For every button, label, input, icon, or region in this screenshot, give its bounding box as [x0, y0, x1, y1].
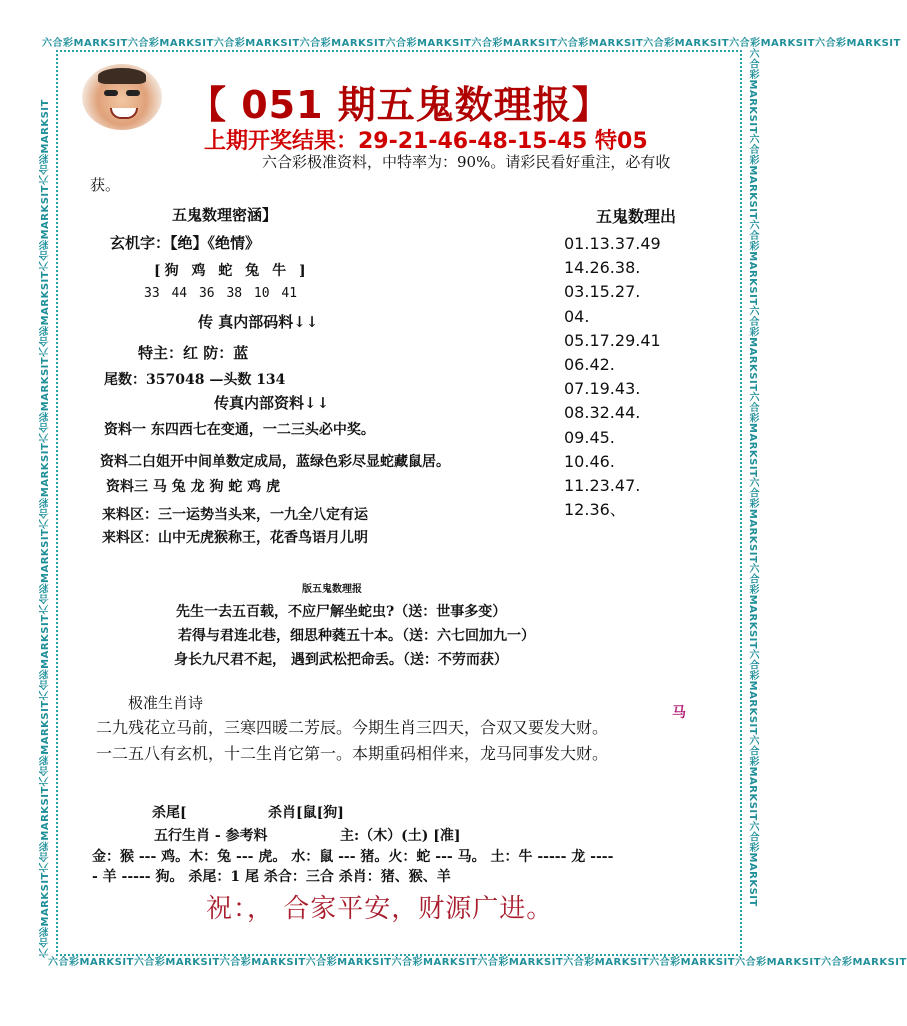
number-list-item: 06.42. [564, 355, 615, 375]
riddle-line: 身长九尺君不起， 遇到武松把命丢。（送：不劳而获） [174, 652, 508, 668]
zodiac-list: [狗 鸡 蛇 兔 牛 ] [154, 263, 310, 279]
zodiac-poem-line: 二九残花立马前，三寒四暖二芳辰。今期生肖三四天，合双又要发大财。 [96, 718, 609, 737]
source-line-2: 来料区：山中无虎猴称王，花香鸟语月儿明 [102, 530, 368, 546]
info-item-1: 资料一 东四西七在变通，一二三头必中奖。 [104, 422, 375, 438]
fax-code-heading: 传 真内部码料↓↓ [198, 313, 319, 331]
number-row: 33 44 36 38 10 41 [144, 286, 298, 301]
number-list-item: 04. [564, 306, 590, 326]
number-list-item: 07.19.43. [564, 379, 641, 399]
number-list-item: 03.15.27. [564, 282, 641, 302]
portrait-hair [98, 68, 146, 84]
mystery-word: 玄机字：【绝】《绝情》 [110, 234, 261, 252]
portrait-glasses-left [104, 90, 118, 96]
five-elements-main: 主:（木）(土) [准] [340, 828, 461, 844]
info-item-2: 资料二白姐开中间单数定成局，蓝绿色彩尽显蛇藏鼠居。 [100, 454, 450, 470]
riddle-line: 若得与君连北巷，细思种蕤五十本。（送：六七回加九一） [178, 628, 535, 644]
last-draw-result: 上期开奖结果：29-21-46-48-15-45 特05 [204, 129, 648, 154]
frame-border-left: 六合彩MARKSIT六合彩MARKSIT六合彩MARKSIT六合彩MARKSIT六合彩MARKSIT六合彩MARKSIT六合彩MARKSIT六合彩MARKSIT六合彩MARKSIT六合彩MARKSIT [40, 99, 51, 958]
section-heading-numbers: 五鬼数理出 [596, 207, 677, 226]
blessing-text: 祝：， 合家平安，财源广进。 [206, 894, 554, 924]
portrait-image [82, 64, 162, 130]
intro-text-line2: 获。 [90, 176, 121, 194]
portrait-glasses-right [126, 90, 140, 96]
frame-border-top: 六合彩MARKSIT六合彩MARKSIT六合彩MARKSIT六合彩MARKSIT六合彩MARKSIT六合彩MARKSIT六合彩MARKSIT六合彩MARKSIT六合彩MARKSIT六合彩MARKSIT [42, 38, 901, 49]
fax-info-heading: 传真内部资料↓↓ [214, 394, 330, 412]
frame-border-right: 六合彩MARKSIT六合彩MARKSIT六合彩MARKSIT六合彩MARKSIT六合彩MARKSIT六合彩MARKSIT六合彩MARKSIT六合彩MARKSIT六合彩MARKSIT六合彩MARKSIT [747, 48, 758, 907]
five-elements-heading: 五行生肖 - 参考料 [154, 828, 268, 844]
handwritten-mark: 马 [672, 705, 686, 721]
number-list-item: 12.36、 [564, 500, 626, 520]
zodiac-poem [96, 715, 608, 767]
number-list-item: 10.46. [564, 451, 615, 471]
poem-section-title: 版五鬼数理报 [302, 584, 362, 595]
kill-tail: 杀尾[ [152, 805, 187, 821]
frame-border-bottom: 六合彩MARKSIT六合彩MARKSIT六合彩MARKSIT六合彩MARKSIT六合彩MARKSIT六合彩MARKSIT六合彩MARKSIT六合彩MARKSIT六合彩MARKSIT六合彩MARKSIT [48, 957, 907, 968]
number-list-item: 05.17.29.41 [564, 330, 661, 350]
riddle-poem [176, 600, 535, 672]
elements-mapping-line1: 金：猴 --- 鸡。木：兔 --- 虎。 水：鼠 --- 猪。火：蛇 --- 马。 土：牛 ----- 龙 ---- [92, 849, 614, 865]
source-line-1: 来料区：三一运势当头来，一九全八定有运 [102, 507, 368, 523]
intro-text-line1: 六合彩极准资料，中特率为：90%。请彩民看好重注，必有收 [262, 153, 671, 171]
riddle-line: 先生一去五百载，不应尸解坐蛇虫?（送：世事多变） [176, 604, 507, 620]
portrait-smile [110, 108, 138, 119]
number-list-item: 08.32.44. [564, 403, 641, 423]
number-list-item: 14.26.38. [564, 258, 641, 278]
tail-numbers: 尾数：357048 —头数 134 [104, 372, 286, 388]
page-title: 【 051 期五鬼数理报】 [188, 83, 611, 127]
zodiac-poem-line: 一二五八有玄机，十二生肖它第一。本期重码相伴来，龙马同事发大财。 [96, 744, 609, 763]
section-heading-meaning: 五鬼数理密涵】 [172, 206, 278, 224]
elements-mapping-line2: - 羊 ----- 狗。 杀尾：1 尾 杀合：三合 杀肖：猪、猴、羊 [92, 869, 451, 885]
special-color: 特主：红 防：蓝 [138, 344, 249, 362]
info-item-3: 资料三 马 兔 龙 狗 蛇 鸡 虎 [106, 479, 281, 495]
kill-zodiac: 杀肖[鼠[狗] [268, 805, 344, 821]
number-list-item: 09.45. [564, 427, 615, 447]
number-list-item: 01.13.37.49 [564, 234, 661, 253]
number-list [564, 232, 661, 522]
zodiac-poem-title: 极准生肖诗 [128, 694, 204, 712]
number-list-item: 11.23.47. [564, 476, 641, 496]
